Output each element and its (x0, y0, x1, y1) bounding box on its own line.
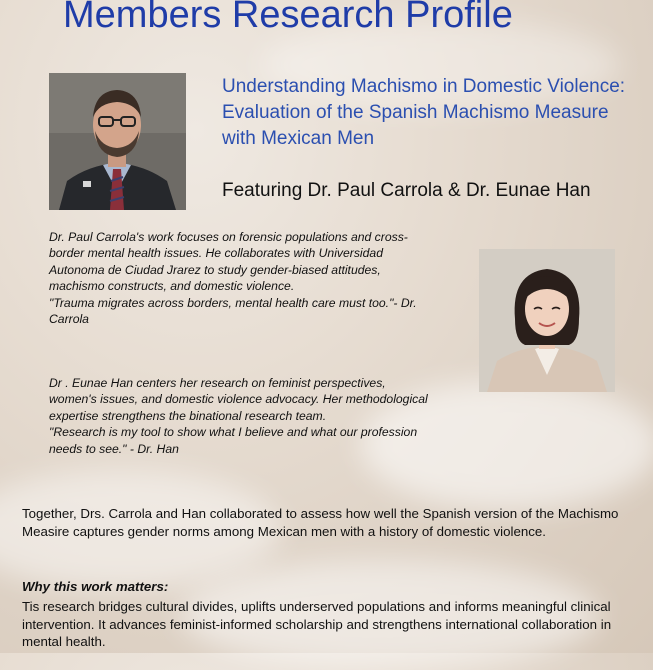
page-title: Members Research Profile (63, 0, 513, 36)
carrola-quote: "Trauma migrates across borders, mental health care must too."- Dr. Carrola (49, 295, 417, 327)
why-body: Tis research bridges cultural divides, uplifts underserved populations and informs meaningful clinical intervention. It advances feminist-informed scholarship and strengthens international collaboration in mental health. (22, 599, 612, 649)
han-bio (49, 375, 434, 457)
carrola-bio (49, 229, 434, 327)
han-bio-text: Dr . Eunae Han centers her research on feminist perspectives, women's issues, and domestic violence advocacy. Her methodological expertise strengthens the binational research team. (49, 376, 428, 423)
han-photo (479, 249, 615, 392)
carrola-photo (49, 73, 186, 210)
featuring-line: Featuring Dr. Paul Carrola & Dr. Eunae Han (222, 180, 591, 201)
han-quote: "Research is my tool to show what I believe and what our profession needs to see." - Dr. Han (49, 425, 418, 456)
collaboration-summary: Together, Drs. Carrola and Han collaborated to assess how well the Spanish version of the Machismo Measire captures gender norms among Mexican men with a history of domestic violence. (22, 506, 619, 539)
carrola-bio-text: Dr. Paul Carrola's work focuses on forensic populations and cross-border mental health issues. He collaborates with Universidad Autonoma de Ciudad Jrarez to study gender-biased attitudes, machismo constructs, and domestic violence. (49, 230, 408, 294)
why-heading: Why this work matters: (22, 579, 169, 594)
research-title: Understanding Machismo in Domestic Violence: Evaluation of the Spanish Machismo Measure with Mexican Men (222, 76, 626, 149)
